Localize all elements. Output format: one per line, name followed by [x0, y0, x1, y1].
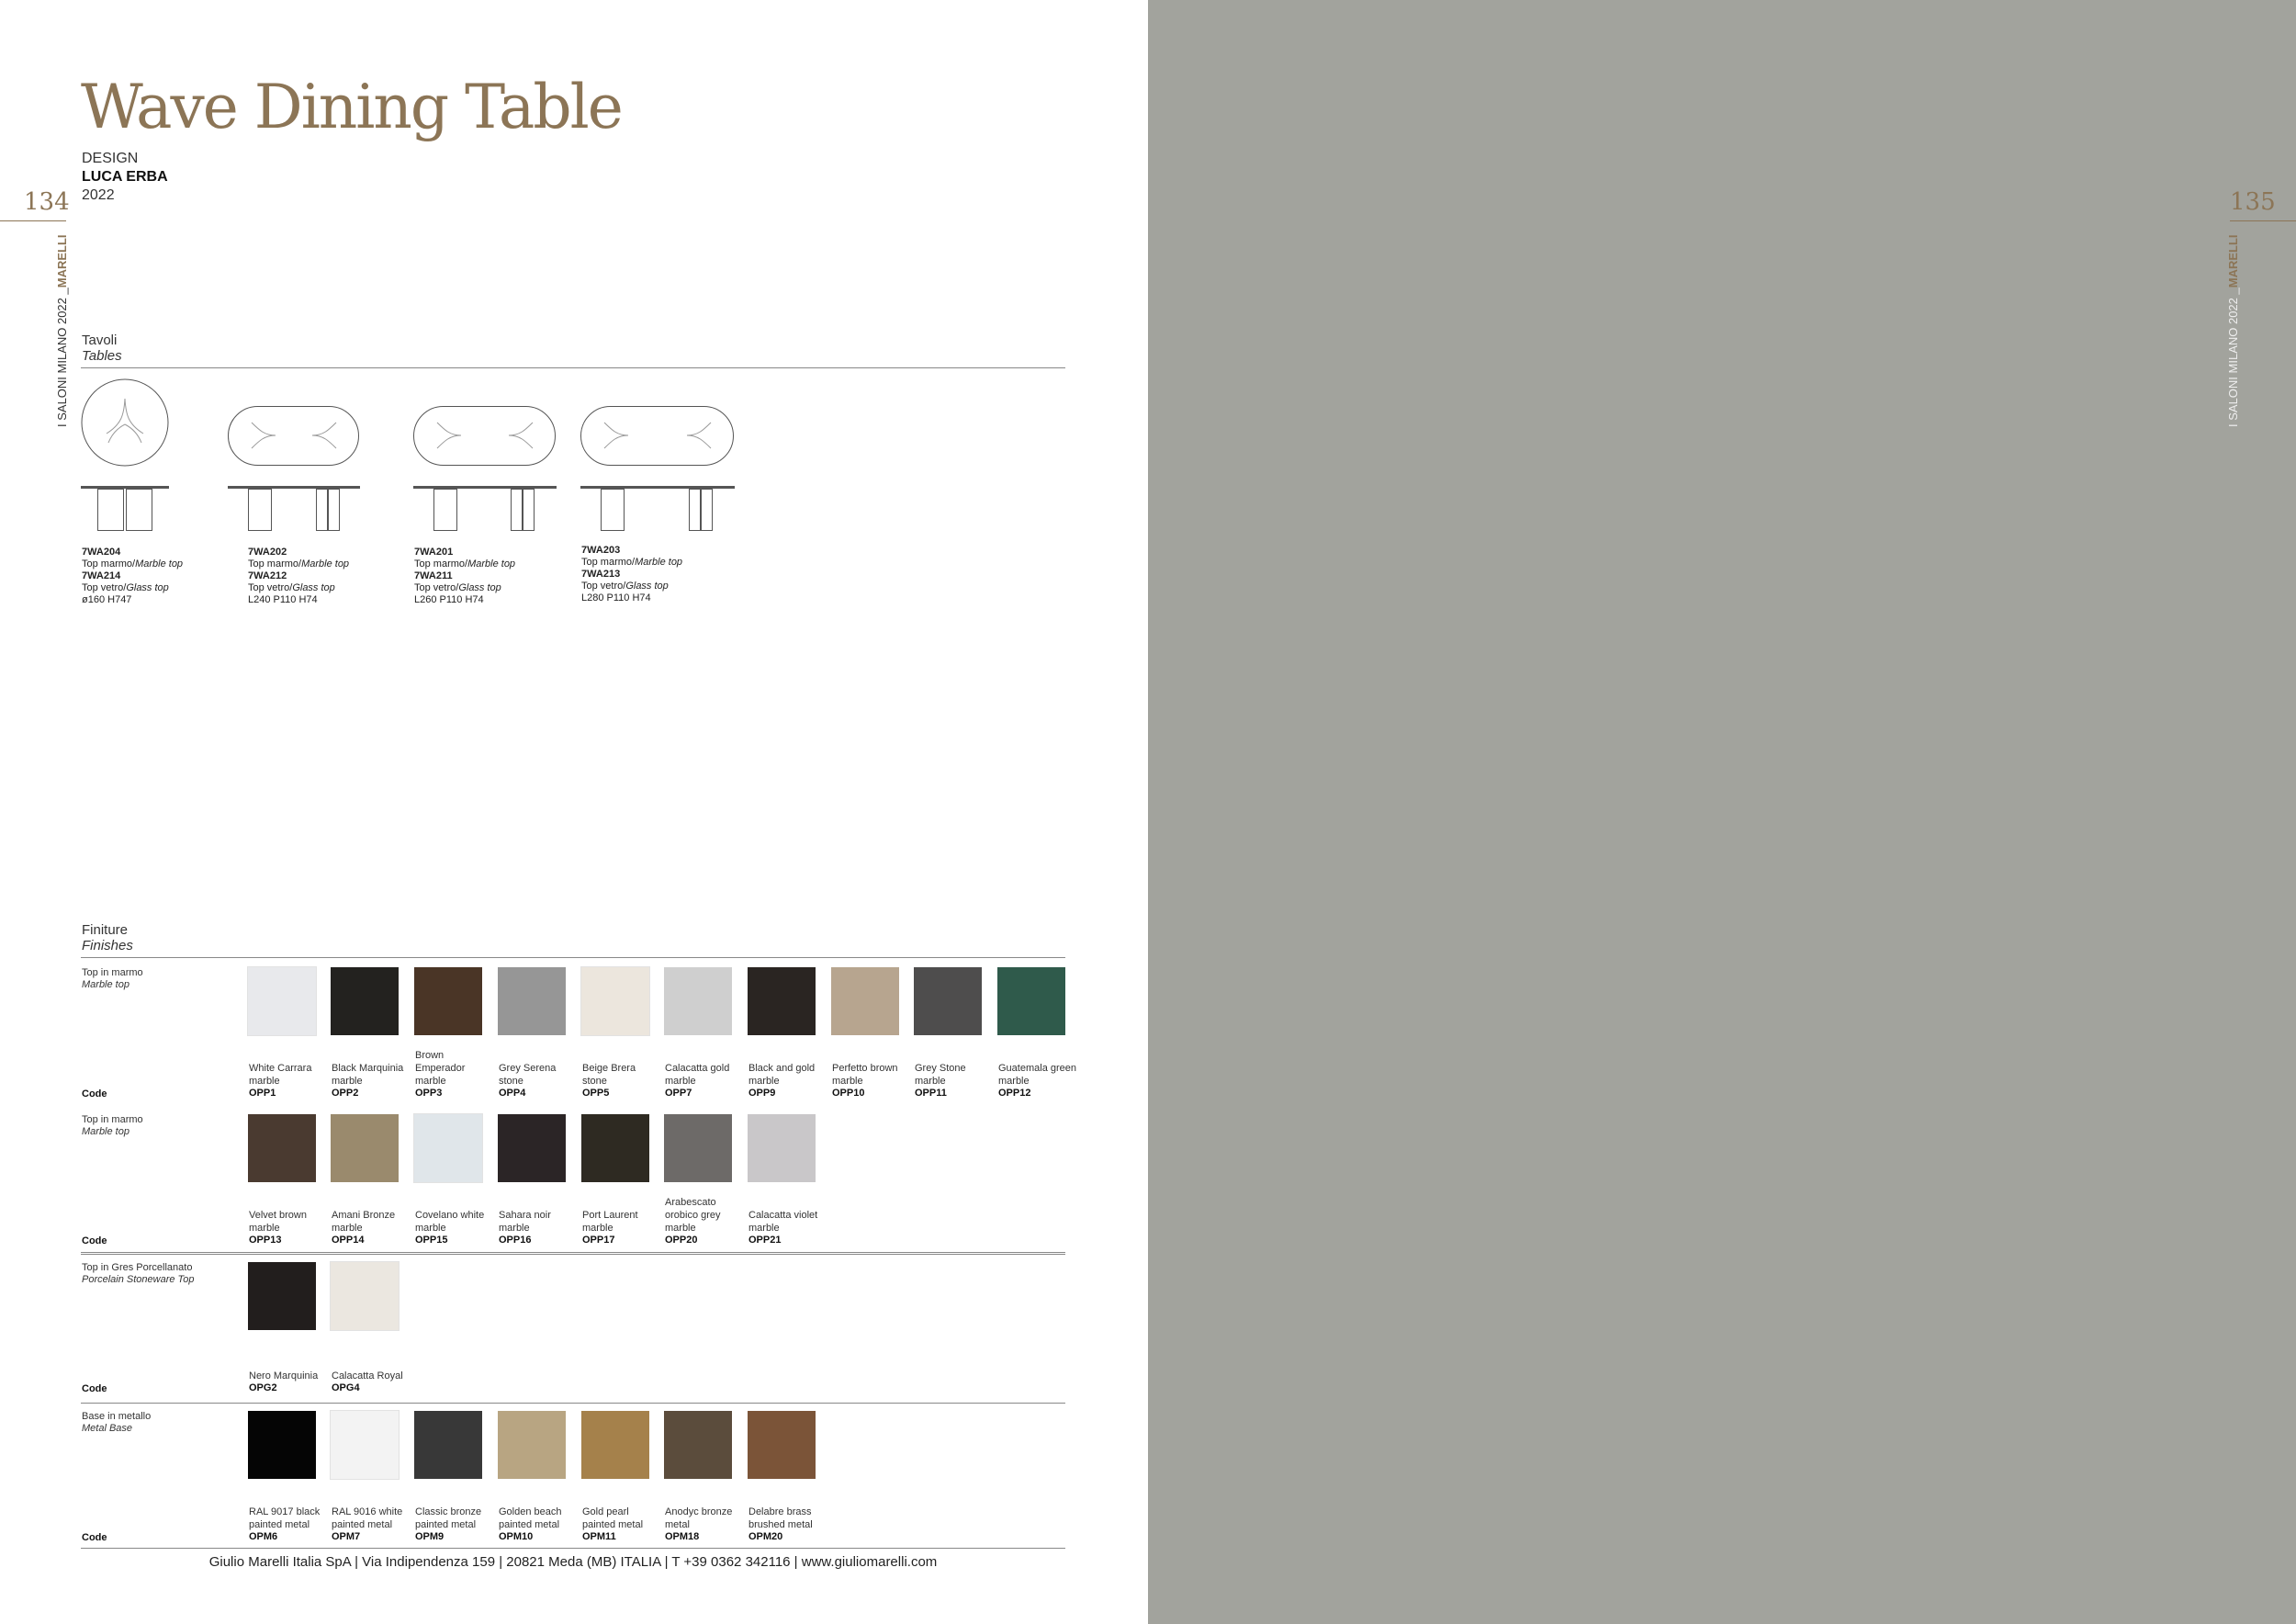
finish-name: Anodyc bronze metal: [665, 1506, 733, 1530]
footer-divider: [81, 1548, 1065, 1549]
finish-name: Black Marquinia marble: [332, 1063, 404, 1087]
product-caption: [82, 547, 238, 606]
finish-code: OPP5: [582, 1088, 610, 1099]
finish-group-divider: [81, 1252, 1065, 1253]
product-code: 7WA211: [414, 570, 453, 581]
product-caption: [581, 545, 737, 604]
table-drawing-280: [580, 406, 735, 535]
product-code: 7WA203: [581, 545, 621, 556]
finish-group-label: [82, 967, 143, 991]
finish-code: OPP1: [249, 1088, 276, 1099]
finish-name: Black and gold marble: [748, 1063, 816, 1087]
top-label-en: Glass top: [126, 582, 169, 593]
product-dimensions: L260 P110 H74: [414, 594, 484, 605]
footer-contact: Giulio Marelli Italia SpA | Via Indipendenza 159 | 20821 Meda (MB) ITALIA | T +39 0362 342116 | www.giuliomarelli.com: [208, 1554, 938, 1570]
finish-group-label: [82, 1114, 143, 1138]
code-label: Code: [82, 1532, 107, 1543]
top-label: Top marmo/: [248, 558, 302, 570]
finish-swatch: [331, 1411, 399, 1479]
finish-code: OPM6: [249, 1531, 278, 1542]
top-label: Top vetro/: [82, 582, 127, 593]
finishes-title: Finiture: [82, 922, 129, 938]
finishes-section-title: [82, 922, 133, 953]
finish-code: OPP2: [332, 1088, 359, 1099]
finish-code: OPP11: [915, 1088, 947, 1099]
code-label: Code: [82, 1383, 107, 1394]
page-number-rule: [0, 220, 66, 221]
product-caption: [248, 547, 404, 606]
finish-swatch: [414, 1114, 482, 1182]
finish-code: OPM9: [415, 1531, 445, 1542]
top-label: Top marmo/: [414, 558, 468, 570]
section-divider: [81, 957, 1065, 958]
finish-code: OPM10: [499, 1531, 534, 1542]
finish-code: OPM7: [332, 1531, 361, 1542]
finish-swatch: [914, 967, 982, 1035]
finish-group-label-it: Top in Gres Porcellanato: [82, 1262, 193, 1273]
finish-name: White Carrara marble: [249, 1063, 312, 1087]
finish-swatch: [331, 1114, 399, 1182]
finish-code: OPP17: [582, 1235, 615, 1246]
finish-code: OPP16: [499, 1235, 532, 1246]
side-label-right: [2226, 234, 2240, 427]
finish-swatch: [414, 1411, 482, 1479]
finish-name: Arabescato orobico grey marble: [665, 1197, 721, 1234]
finish-swatch: [248, 967, 316, 1035]
finish-swatch: [748, 1411, 816, 1479]
design-credit: [82, 150, 168, 205]
finish-name: Golden beach painted metal: [499, 1506, 562, 1530]
page-number-right: 135: [2230, 188, 2276, 216]
finish-name: Sahara noir marble: [499, 1210, 551, 1234]
table-drawing-round: [81, 378, 171, 535]
finish-code: OPG2: [249, 1382, 277, 1393]
top-label: Top marmo/: [581, 557, 636, 568]
side-label-left: [55, 234, 69, 427]
finish-code: OPM20: [748, 1531, 783, 1542]
finish-name: Delabre brass brushed metal: [748, 1506, 813, 1530]
top-label: Top vetro/: [581, 581, 626, 592]
design-year: 2022: [82, 187, 115, 203]
code-label: Code: [82, 1088, 107, 1100]
finish-swatch: [748, 1114, 816, 1182]
finish-name: Grey Serena stone: [499, 1063, 557, 1087]
finish-name: Gold pearl painted metal: [582, 1506, 644, 1530]
product-code: 7WA212: [248, 570, 287, 581]
product-code: 7WA204: [82, 547, 121, 558]
finish-swatch: [581, 1114, 649, 1182]
finish-name: Grey Stone marble: [915, 1063, 966, 1087]
finish-code: OPP3: [415, 1088, 443, 1099]
side-label-text: I SALONI MILANO 2022 _: [55, 288, 69, 427]
finish-swatch: [498, 967, 566, 1035]
table-plan-view: [228, 406, 360, 467]
finish-group-label-en: Metal Base: [82, 1423, 133, 1434]
finish-name: Perfetto brown marble: [832, 1063, 898, 1087]
finish-code: OPP14: [332, 1235, 365, 1246]
finish-group-divider: [81, 1403, 1065, 1404]
product-code: 7WA202: [248, 547, 287, 558]
side-label-brand: MARELLI: [2226, 234, 2240, 288]
finish-code: OPM11: [582, 1531, 616, 1542]
top-label-en: Marble top: [635, 557, 683, 568]
top-label-en: Glass top: [458, 582, 501, 593]
finish-swatch: [581, 1411, 649, 1479]
product-code: 7WA213: [581, 569, 621, 580]
finish-name: Amani Bronze marble: [332, 1210, 396, 1234]
finish-group-label-en: Marble top: [82, 1126, 129, 1137]
product-code: 7WA214: [82, 570, 121, 581]
top-label: Top vetro/: [414, 582, 459, 593]
page-title: Wave Dining Table: [81, 72, 622, 142]
table-plan-view: [413, 406, 557, 467]
finish-code: OPG4: [332, 1382, 360, 1393]
finish-code: OPP13: [249, 1235, 282, 1246]
finish-name: Port Laurent marble: [582, 1210, 638, 1234]
finish-swatch: [498, 1411, 566, 1479]
finish-code: OPP4: [499, 1088, 526, 1099]
finish-code: OPP20: [665, 1235, 698, 1246]
finish-group-label-it: Top in marmo: [82, 967, 143, 978]
finish-group-label: [82, 1411, 151, 1435]
finishes-subtitle: Finishes: [82, 938, 133, 953]
tables-subtitle: Tables: [82, 348, 122, 364]
finish-swatch: [331, 1262, 399, 1330]
right-page-background: [1148, 0, 2296, 1624]
table-drawing-240: [228, 406, 360, 535]
finish-swatch: [331, 967, 399, 1035]
finish-swatch: [748, 967, 816, 1035]
top-label-en: Marble top: [301, 558, 350, 570]
top-label-en: Glass top: [292, 582, 335, 593]
section-divider: [81, 367, 1065, 368]
finish-code: OPP15: [415, 1235, 448, 1246]
product-dimensions: L240 P110 H74: [248, 594, 318, 605]
finish-swatch: [414, 967, 482, 1035]
finish-group-label-it: Top in marmo: [82, 1114, 143, 1125]
finish-code: OPP21: [748, 1235, 782, 1246]
finish-code: OPP12: [998, 1088, 1031, 1099]
top-label-en: Glass top: [625, 581, 669, 592]
finish-name: Beige Brera stone: [582, 1063, 636, 1087]
finish-swatch: [498, 1114, 566, 1182]
finish-swatch: [664, 967, 732, 1035]
finish-name: RAL 9016 white painted metal: [332, 1506, 403, 1530]
code-label: Code: [82, 1235, 107, 1246]
finish-name: Calacatta violet marble: [748, 1210, 818, 1234]
table-plan-view: [580, 406, 735, 467]
finish-name: RAL 9017 black painted metal: [249, 1506, 321, 1530]
top-label: Top marmo/: [82, 558, 136, 570]
finish-group-label-en: Marble top: [82, 979, 129, 990]
finish-swatch: [248, 1114, 316, 1182]
page-number-left: 134: [24, 188, 70, 216]
finish-group-label-en: Porcelain Stoneware Top: [82, 1274, 195, 1285]
table-drawing-260: [413, 406, 557, 535]
product-dimensions: ø160 H747: [82, 594, 132, 605]
top-label-en: Marble top: [135, 558, 184, 570]
designer-name: LUCA ERBA: [82, 169, 168, 185]
finish-name: Velvet brown marble: [249, 1210, 307, 1234]
finish-code: OPM18: [665, 1531, 700, 1542]
finish-name: Classic bronze painted metal: [415, 1506, 482, 1530]
finish-swatch: [664, 1114, 732, 1182]
top-label: Top vetro/: [248, 582, 293, 593]
product-dimensions: L280 P110 H74: [581, 592, 651, 603]
finish-code: OPP7: [665, 1088, 692, 1099]
finish-swatch: [248, 1411, 316, 1479]
finish-swatch: [997, 967, 1065, 1035]
finish-swatch: [831, 967, 899, 1035]
table-plan-view: [81, 378, 171, 470]
finish-group-label-it: Base in metallo: [82, 1411, 152, 1422]
side-label-text: I SALONI MILANO 2022 _: [2226, 288, 2240, 427]
finish-swatch: [581, 967, 649, 1035]
design-label: DESIGN: [82, 151, 139, 166]
finish-name: Calacatta gold marble: [665, 1063, 730, 1087]
page-number-rule: [2230, 220, 2296, 221]
finish-group-divider: [81, 1254, 1065, 1255]
product-caption: [414, 547, 570, 606]
top-label-en: Marble top: [467, 558, 516, 570]
finish-swatch: [664, 1411, 732, 1479]
finish-name: Guatemala green marble: [998, 1063, 1076, 1087]
tables-title: Tavoli: [82, 333, 118, 348]
side-label-brand: MARELLI: [55, 234, 69, 288]
finish-name: Calacatta Royal: [332, 1370, 403, 1382]
product-code: 7WA201: [414, 547, 454, 558]
finish-code: OPP9: [748, 1088, 776, 1099]
finish-group-label: [82, 1262, 195, 1286]
tables-section-title: [82, 333, 122, 364]
finish-name: Brown Emperador marble: [415, 1050, 466, 1087]
finish-name: Nero Marquinia: [249, 1370, 319, 1382]
finish-swatch: [248, 1262, 316, 1330]
finish-name: Covelano white marble: [415, 1210, 485, 1234]
finish-code: OPP10: [832, 1088, 865, 1099]
